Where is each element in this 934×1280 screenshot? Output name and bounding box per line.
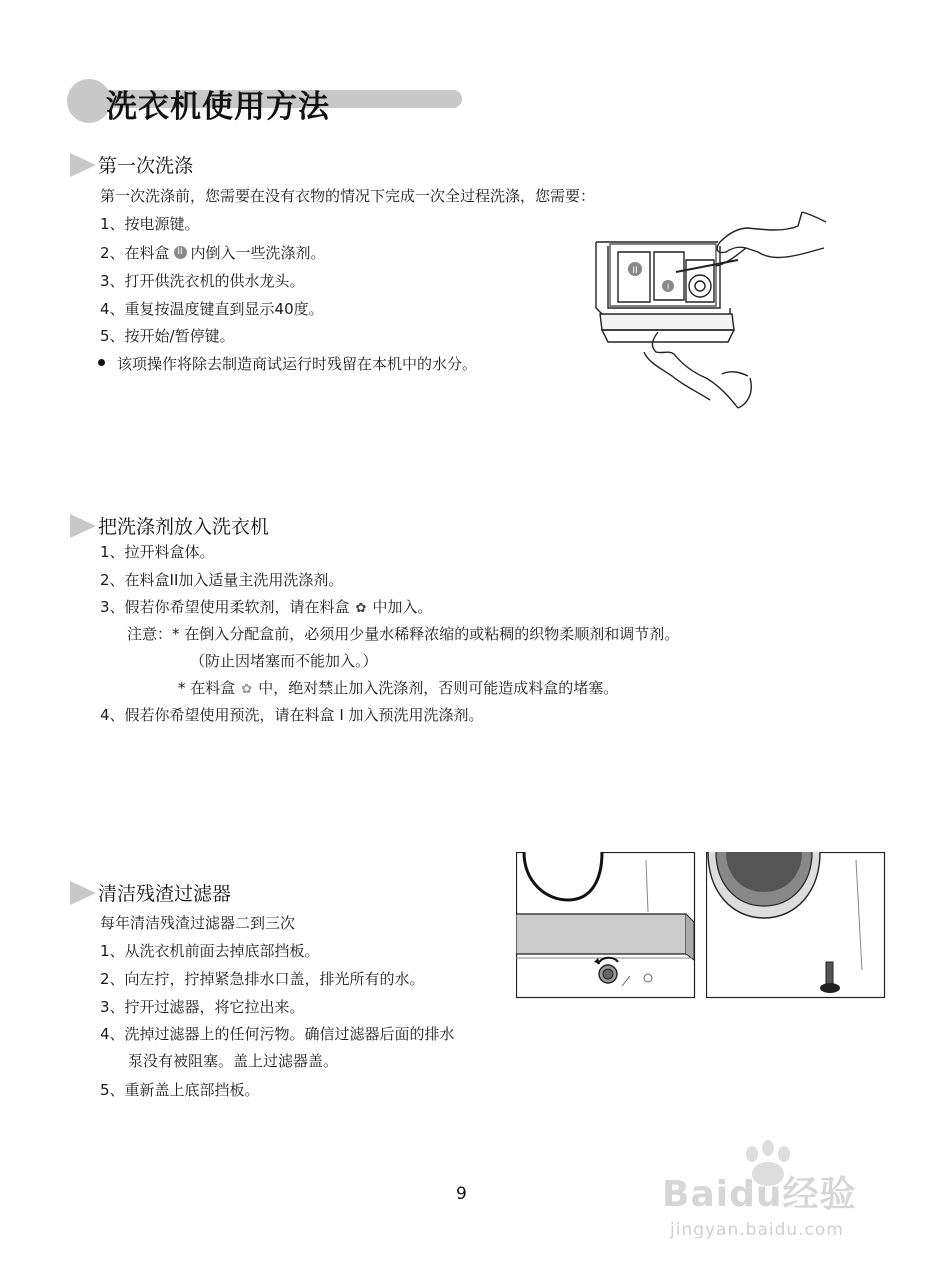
dispenser-ii-icon: II (174, 246, 187, 259)
first-wash-step-5: 5、按开始/暂停键。 (100, 327, 235, 345)
filter-illustration (706, 852, 886, 999)
first-wash-step-2 (100, 242, 326, 263)
figure-label-ii: II (632, 266, 638, 276)
detergent-drawer-illustration (588, 208, 828, 413)
first-wash-note (98, 353, 477, 374)
step-text: 内倒入一些洗涤剂。 (190, 244, 326, 262)
triangle-marker-icon (70, 514, 96, 538)
watermark-url: jingyan.baidu.com (670, 1220, 844, 1240)
step-text: 2、在料盒 (100, 244, 170, 262)
triangle-marker-icon (70, 881, 96, 905)
figure-label-i: I (666, 282, 670, 292)
softener-compartment-icon: ✿ (241, 682, 253, 697)
filter-intro: 每年清洁残渣过滤器二到三次 (100, 914, 296, 932)
filter-step-2: 2、向左拧，拧掉紧急排水口盖，排光所有的水。 (100, 970, 425, 988)
section-title: 清洁残渣过滤器 (98, 883, 232, 905)
detergent-step-4: 4、假若你希望使用预洗，请在料盒 I 加入预洗用洗涤剂。 (100, 706, 484, 724)
first-wash-step-1: 1、按电源键。 (100, 215, 200, 233)
drain-cap-illustration (516, 852, 696, 999)
first-wash-intro: 第一次洗涤前，您需要在没有衣物的情况下完成一次全过程洗涤，您需要： (100, 187, 596, 205)
first-wash-step-4: 4、重复按温度键直到显示40度。 (100, 300, 324, 318)
step-text: 3、假若你希望使用柔软剂，请在料盒 (100, 598, 350, 616)
filter-step-4: 4、洗掉过滤器上的任何污物。确信过滤器后面的排水 (100, 1025, 455, 1043)
detergent-note-2 (178, 677, 618, 698)
detergent-step-3 (100, 596, 432, 617)
filter-step-3: 3、拧开过滤器，将它拉出来。 (100, 998, 305, 1016)
page-number: 9 (456, 1184, 467, 1204)
first-wash-step-3: 3、打开供洗衣机的供水龙头。 (100, 272, 305, 290)
section-heading-clean-filter (70, 879, 231, 906)
detergent-step-1: 1、拉开料盒体。 (100, 543, 215, 561)
section-title: 把洗涤剂放入洗衣机 (98, 516, 270, 538)
title-circle (67, 79, 111, 123)
filter-step-5: 5、重新盖上底部挡板。 (100, 1081, 260, 1099)
bullet-icon (98, 359, 105, 366)
watermark-brand: Baidu经验 (662, 1174, 857, 1215)
triangle-marker-icon (70, 153, 96, 177)
detergent-step-2: 2、在料盒II加入适量主洗用洗涤剂。 (100, 571, 344, 589)
page-title: 洗衣机使用方法 (106, 89, 330, 125)
note-text: * 在料盒 (178, 679, 236, 697)
filter-step-4-cont: 泵没有被阻塞。盖上过滤器盖。 (128, 1052, 339, 1070)
section-heading-add-detergent (70, 512, 269, 539)
detergent-note-1: 注意：* 在倒入分配盒前，必须用少量水稀释浓缩的或粘稠的织物柔顺剂和调节剂。 (127, 625, 680, 643)
step-text: 中加入。 (372, 598, 433, 616)
baidu-watermark (662, 1140, 892, 1250)
section-title: 第一次洗涤 (98, 155, 194, 177)
section-heading-first-wash (70, 151, 193, 178)
softener-compartment-icon: ✿ (355, 601, 367, 616)
note-text: 该项操作将除去制造商试运行时残留在本机中的水分。 (117, 355, 478, 373)
filter-step-1: 1、从洗衣机前面去掉底部挡板。 (100, 942, 320, 960)
note-text: 中，绝对禁止加入洗涤剂，否则可能造成料盒的堵塞。 (258, 679, 619, 697)
detergent-note-1-cont: （防止因堵塞而不能加入。） (190, 652, 378, 670)
